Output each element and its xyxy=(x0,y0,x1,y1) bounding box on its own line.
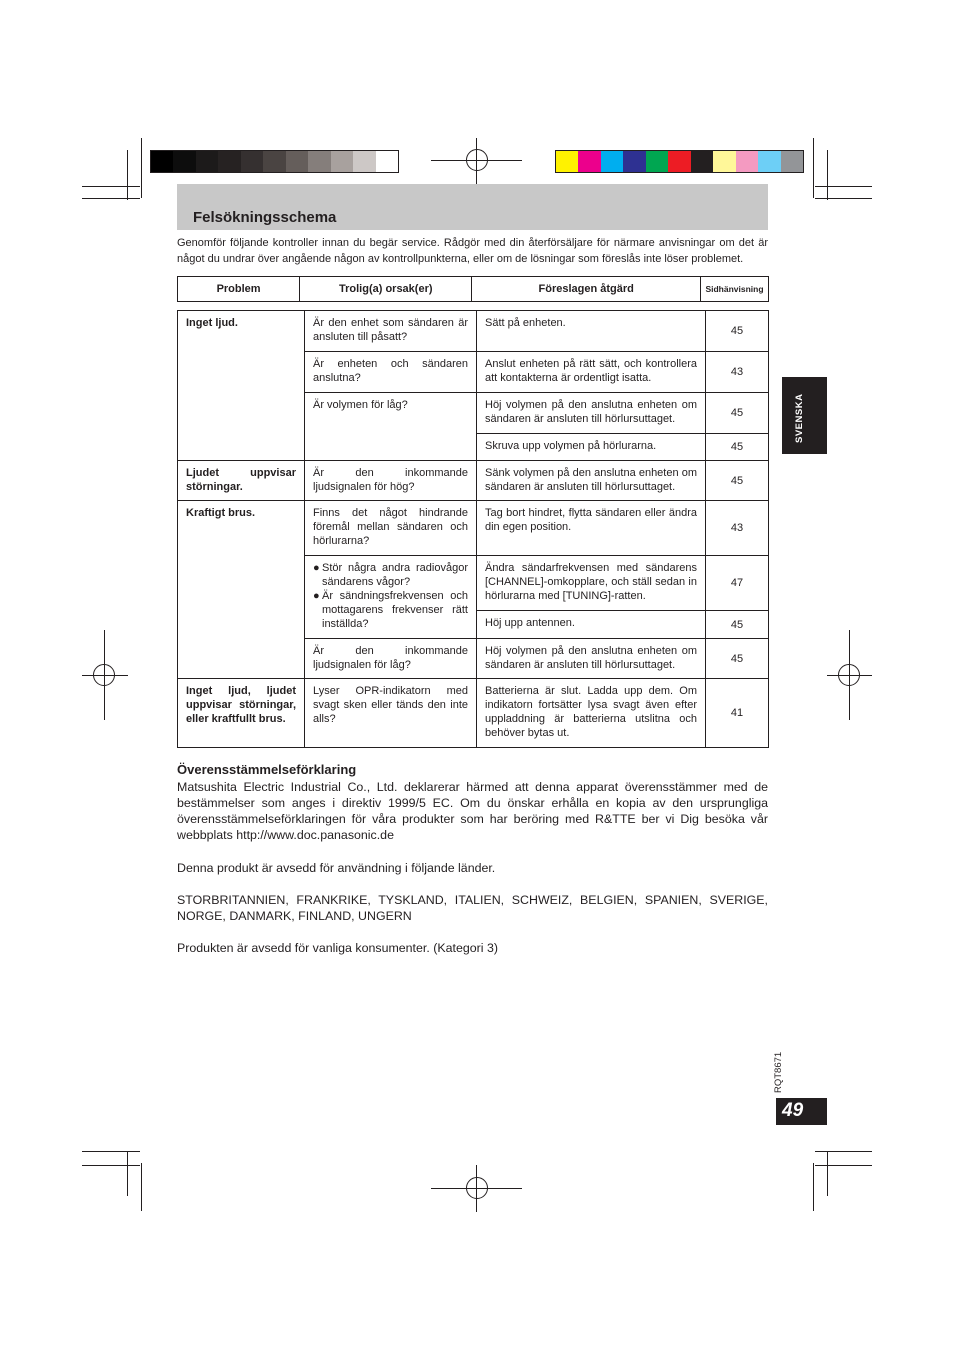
bullet-icon: ● xyxy=(313,590,320,602)
cause-text: Är sändningsfrekvensen och mottagarens frekvenser rätt inställda? xyxy=(322,590,468,630)
crop-mark xyxy=(827,1151,828,1196)
cause-cell: Finns det något hindrande föremål mellan sändaren och hörlurarna? xyxy=(305,501,477,556)
table-row xyxy=(178,501,769,556)
color-swatch xyxy=(353,151,375,172)
column-header-action: Föreslagen åtgärd xyxy=(472,277,701,302)
table-header xyxy=(177,276,769,302)
color-swatch xyxy=(781,151,803,172)
crop-mark xyxy=(82,1151,140,1152)
table-row xyxy=(178,461,769,501)
crop-mark xyxy=(813,138,814,198)
bullet-icon: ● xyxy=(313,562,320,574)
action-cell: Anslut enheten på rätt sätt, och kontrollera att kontakterna är ordentligt isatta. xyxy=(477,352,706,393)
page-number-box xyxy=(776,1098,827,1125)
color-swatch xyxy=(623,151,645,172)
problem-cell: Kraftigt brus. xyxy=(178,501,305,679)
grayscale-calibration-strip xyxy=(150,150,399,173)
page-ref-cell: 45 xyxy=(706,461,769,501)
language-label: SVENSKA xyxy=(794,393,805,443)
declaration-heading: Överensstämmelseförklaring xyxy=(177,762,357,777)
page-ref-cell: 43 xyxy=(706,352,769,393)
registration-circle xyxy=(466,1177,488,1199)
color-swatch xyxy=(331,151,353,172)
crop-mark xyxy=(141,138,142,198)
color-swatch xyxy=(308,151,330,172)
color-swatch xyxy=(691,151,713,172)
action-cell: Tag bort hindret, flytta sändaren eller ändra din egen position. xyxy=(477,501,706,556)
action-cell: Sätt på enheten. xyxy=(477,311,706,352)
table-row xyxy=(178,679,769,748)
color-swatch xyxy=(263,151,285,172)
cause-cell: Är enheten och sändaren anslutna? xyxy=(305,352,477,393)
registration-circle xyxy=(93,664,115,686)
color-swatch xyxy=(601,151,623,172)
intro-paragraph: Genomför följande kontroller innan du begär service. Rådgör med din återförsäljare för närmare anvisningar om det är något du undrar över angående någon av kontrollpunkterna, eller om de lösningar som föreslås inte löser problemet. xyxy=(177,237,768,265)
color-swatch xyxy=(173,151,195,172)
page-ref-cell: 47 xyxy=(706,556,769,611)
crop-mark xyxy=(815,1165,872,1166)
crop-mark xyxy=(813,1163,814,1211)
color-swatch xyxy=(646,151,668,172)
countries-paragraph: STORBRITANNIEN, FRANKRIKE, TYSKLAND, ITALIEN, SCHWEIZ, BELGIEN, SPANIEN, SVERIGE, NORGE, DANMARK, FINLAND, UNGERN xyxy=(177,893,768,923)
registration-circle xyxy=(466,149,488,171)
action-cell: Ändra sändarfrekvensen med sändarens [CHANNEL]-omkopplare, och ställ sedan in hörlurarna med [TUNING]-ratten. xyxy=(477,556,706,611)
color-swatch xyxy=(196,151,218,172)
problem-cell: Inget ljud. xyxy=(178,311,305,461)
page-ref-cell: 45 xyxy=(706,393,769,434)
language-side-tab xyxy=(782,377,827,454)
crop-mark xyxy=(82,186,140,187)
cause-cell xyxy=(305,556,477,639)
cause-cell: Är den enhet som sändaren är ansluten till påsatt? xyxy=(305,311,477,352)
cause-text: Stör några andra radiovågor sändarens vågor? xyxy=(322,562,468,588)
color-calibration-strip xyxy=(555,150,804,173)
crop-mark xyxy=(127,1151,128,1196)
page-number: 49 xyxy=(782,1100,804,1121)
page-ref-cell: 43 xyxy=(706,501,769,556)
crop-mark xyxy=(815,1151,872,1152)
registration-circle xyxy=(838,664,860,686)
cause-cell: Är volymen för låg? xyxy=(305,393,477,461)
color-swatch xyxy=(758,151,780,172)
action-cell: Sänk volymen på den anslutna enheten om sändaren är ansluten till hörlursuttaget. xyxy=(477,461,706,501)
color-swatch xyxy=(713,151,735,172)
action-cell: Batterierna är slut. Ladda upp dem. Om indikatorn fortsätter lysa svagt även efter uppladdning är batterierna utslitna och behöver bytas ut. xyxy=(477,679,706,748)
color-swatch xyxy=(556,151,578,172)
action-cell: Höj upp antennen. xyxy=(477,611,706,639)
crop-mark xyxy=(82,1165,140,1166)
declaration-paragraph: Matsushita Electric Industrial Co., Ltd. deklarerar härmed att denna apparat överensstämmer med de bestämmelser som anges i direktiv 1999/5 EC. Om du önskar erhålla en kopia av den ursprungliga överensstämmelseförklaringen för våra produkter som har beröring med R&TTE ber vi Dig besöka vår webbplats http://www.doc.panasonic.de xyxy=(177,780,768,842)
problem-cell: Ljudet uppvisar störningar. xyxy=(178,461,305,501)
document-code: RQT8671 xyxy=(773,1051,784,1093)
page-title: Felsökningsschema xyxy=(193,209,337,226)
page-ref-cell: 41 xyxy=(706,679,769,748)
crop-mark xyxy=(141,1163,142,1211)
troubleshooting-table xyxy=(177,310,769,748)
action-cell: Höj volymen på den anslutna enheten om sändaren är ansluten till hörlursuttaget. xyxy=(477,639,706,679)
color-swatch xyxy=(668,151,690,172)
color-swatch xyxy=(376,151,398,172)
category-paragraph: Produkten är avsedd för vanliga konsumenter. (Kategori 3) xyxy=(177,941,498,955)
bullet-item xyxy=(313,561,468,589)
crop-mark xyxy=(82,198,140,199)
color-swatch xyxy=(286,151,308,172)
page-ref-cell: 45 xyxy=(706,611,769,639)
crop-mark xyxy=(815,186,872,187)
page-ref-cell: 45 xyxy=(706,434,769,461)
column-header-page: Sidhänvisning xyxy=(701,277,769,302)
cause-cell: Är den inkommande ljudsignalen för hög? xyxy=(305,461,477,501)
color-swatch xyxy=(241,151,263,172)
color-swatch xyxy=(218,151,240,172)
column-header-problem: Problem xyxy=(178,277,300,302)
cause-cell: Är den inkommande ljudsignalen för låg? xyxy=(305,639,477,679)
bullet-item xyxy=(313,589,468,631)
action-cell: Skruva upp volymen på hörlurarna. xyxy=(477,434,706,461)
page-ref-cell: 45 xyxy=(706,311,769,352)
table-row xyxy=(178,311,769,352)
page-ref-cell: 45 xyxy=(706,639,769,679)
crop-mark xyxy=(815,198,872,199)
color-swatch xyxy=(736,151,758,172)
usage-paragraph: Denna produkt är avsedd för användning i följande länder. xyxy=(177,861,496,875)
crop-mark xyxy=(127,150,128,200)
cause-cell: Lyser OPR-indikatorn med svagt sken eller tänds den inte alls? xyxy=(305,679,477,748)
action-cell: Höj volymen på den anslutna enheten om sändaren är ansluten till hörlursuttaget. xyxy=(477,393,706,434)
column-header-cause: Trolig(a) orsak(er) xyxy=(300,277,472,302)
crop-mark xyxy=(827,150,828,200)
problem-cell: Inget ljud, ljudet uppvisar störningar, eller kraftfullt brus. xyxy=(178,679,305,748)
color-swatch xyxy=(151,151,173,172)
color-swatch xyxy=(578,151,600,172)
